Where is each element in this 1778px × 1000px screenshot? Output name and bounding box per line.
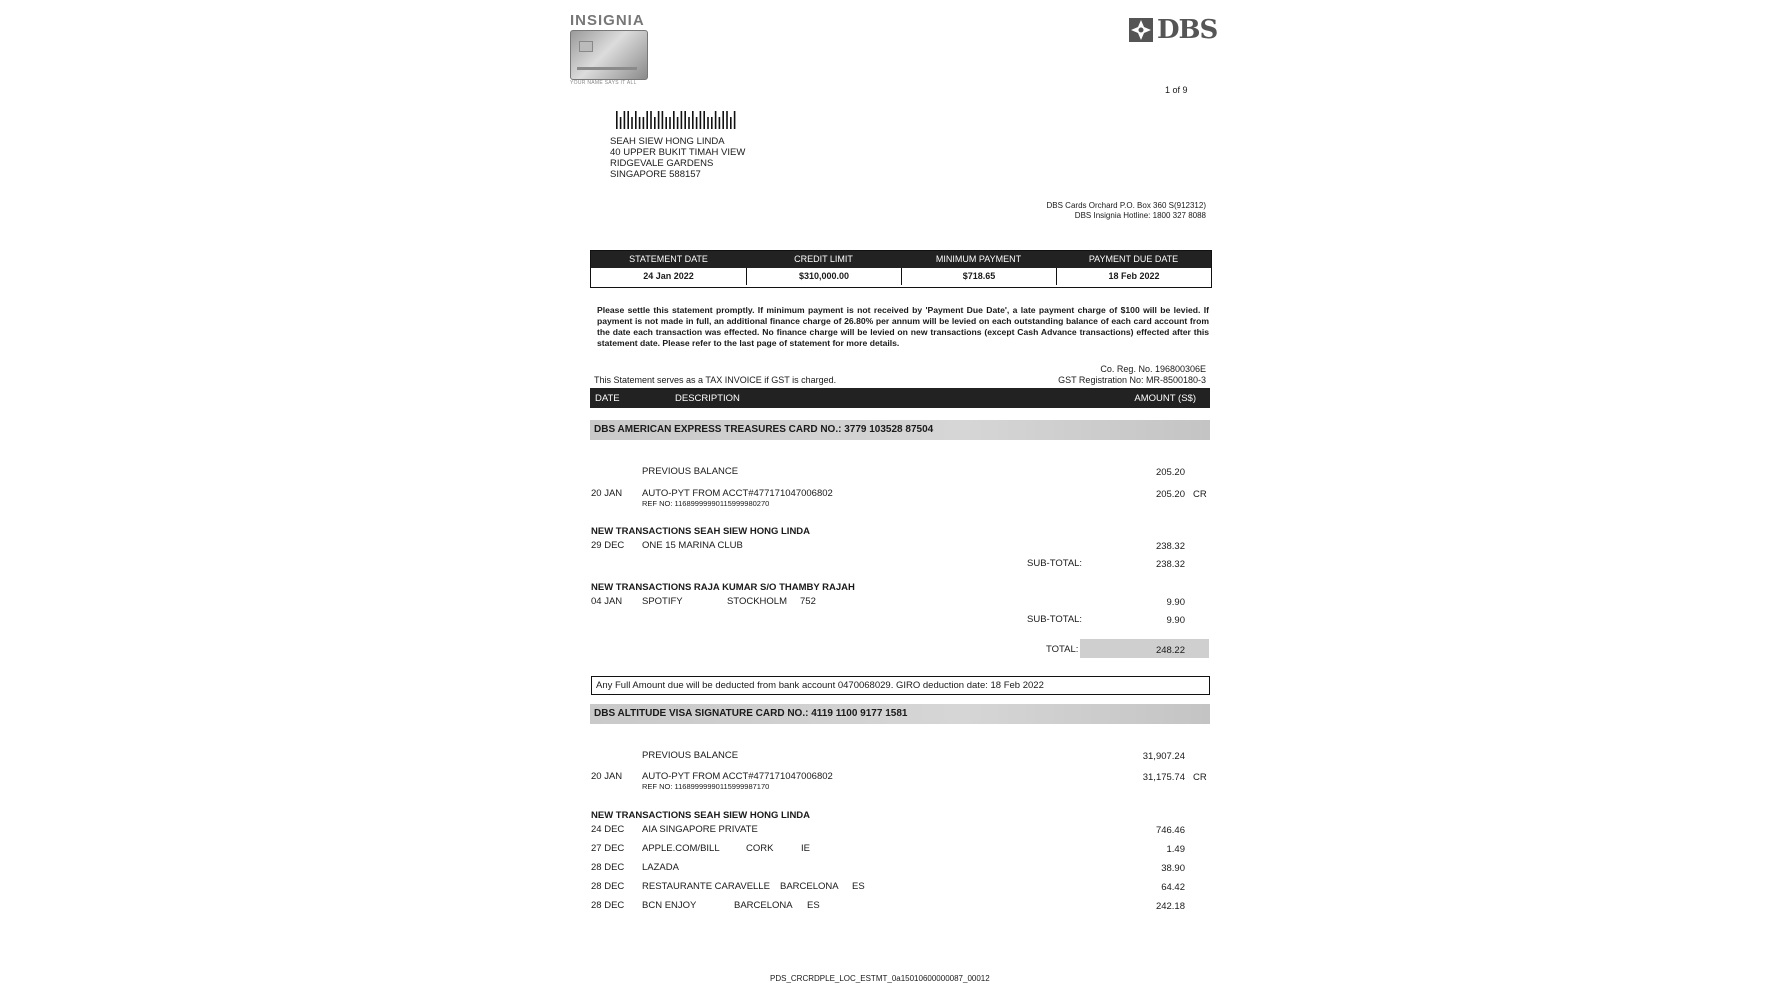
barcode-bar — [730, 117, 732, 129]
barcode-bar — [711, 117, 713, 129]
card-stripe — [577, 67, 637, 70]
giro-notice — [591, 676, 1210, 695]
card2-tx-city: BARCELONA — [734, 900, 793, 911]
insignia-wordmark: INSIGNIA — [570, 12, 645, 29]
card2-tx-desc: LAZADA — [642, 862, 679, 873]
card1-title: DBS AMERICAN EXPRESS TREASURES CARD NO.: 3779 103528 87504 — [594, 424, 934, 435]
mail-barcode — [614, 111, 740, 129]
giro-notice-text: Any Full Amount due will be deducted from bank account 0470068029. GIRO deduction date: 18 Feb 2022 — [596, 680, 1044, 691]
card2-tx-desc: AIA SINGAPORE PRIVATE — [642, 824, 758, 835]
card2-prev-balance: 31,907.24 — [1142, 751, 1185, 762]
card1-sec1-subtotal: 238.32 — [1155, 559, 1185, 570]
address-line-2: 40 UPPER BUKIT TIMAH VIEW — [610, 147, 746, 158]
barcode-bar — [677, 117, 679, 129]
card2-tx-amount: 746.46 — [1155, 825, 1185, 836]
card2-title-bar — [590, 704, 1210, 724]
barcode-bar — [665, 117, 667, 129]
card2-tx-amount: 242.18 — [1155, 901, 1185, 912]
credit-limit-value: $310,000.00 — [746, 268, 901, 285]
barcode-bar — [616, 111, 618, 129]
payment-due-label: PAYMENT DUE DATE — [1056, 251, 1211, 268]
col-description: DESCRIPTION — [675, 393, 740, 404]
dbs-star-icon — [1128, 17, 1154, 43]
card1-prev-balance-label: PREVIOUS BALANCE — [642, 466, 739, 477]
card1-tx2-date: 04 JAN — [591, 596, 623, 607]
card1-autopay-cr: CR — [1193, 489, 1207, 500]
card1-tx2-merchant: SPOTIFY — [642, 596, 683, 607]
card2-tx-country: ES — [807, 900, 820, 911]
card2-tx-date: 28 DEC — [591, 862, 625, 873]
card1-total: 248.22 — [1155, 645, 1185, 656]
footer-code: PDS_CRCRDPLE_LOC_ESTMT_0a15010600000087_00012 — [770, 974, 990, 983]
card1-total-label: TOTAL: — [1046, 644, 1079, 655]
card1-sec1-subtotal-label: SUB-TOTAL: — [1027, 558, 1083, 569]
card2-tx-city: BARCELONA — [780, 881, 839, 892]
card2-tx-amount: 64.42 — [1161, 882, 1185, 893]
card2-autopay-desc: AUTO-PYT FROM ACCT#477171047006802 — [642, 771, 833, 782]
statement-date-label: STATEMENT DATE — [591, 251, 746, 268]
card1-autopay-date: 20 JAN — [591, 488, 623, 499]
payment-due-value: 18 Feb 2022 — [1056, 268, 1211, 285]
dbs-logo-text: DBS — [1157, 15, 1218, 45]
card2-tx-amount: 1.49 — [1166, 844, 1185, 855]
statement-date-value: 24 Jan 2022 — [643, 271, 694, 281]
barcode-bar — [654, 117, 656, 129]
barcode-bar — [719, 117, 721, 129]
card2-tx-desc: APPLE.COM/BILL — [642, 843, 720, 854]
card2-tx-date: 27 DEC — [591, 843, 625, 854]
card1-tx2-code: 752 — [800, 596, 816, 607]
statement-summary — [590, 250, 1212, 288]
barcode-bar — [631, 117, 633, 129]
card2-tx-desc: RESTAURANTE CARAVELLE — [642, 881, 770, 892]
barcode-bar — [673, 111, 675, 129]
barcode-bar — [624, 111, 626, 129]
registration-info — [1058, 364, 1206, 386]
card2-tx-amount: 38.90 — [1161, 863, 1185, 874]
card1-section2-title: NEW TRANSACTIONS RAJA KUMAR S/O THAMBY RAJAH — [591, 582, 855, 593]
card2-autopay-cr: CR — [1193, 772, 1207, 783]
barcode-bar — [700, 111, 702, 129]
barcode-bar — [696, 117, 698, 129]
barcode-bar — [707, 117, 709, 129]
col-date: DATE — [595, 393, 620, 404]
card2-tx-country: ES — [852, 881, 865, 892]
card-chip-icon — [579, 41, 593, 52]
card2-tx-country: IE — [801, 843, 810, 854]
card2-tx-date: 28 DEC — [591, 900, 625, 911]
card2-title: DBS ALTITUDE VISA SIGNATURE CARD NO.: 4119 1100 9177 1581 — [594, 708, 908, 719]
minimum-payment-label: MINIMUM PAYMENT — [901, 251, 1056, 268]
card2-tx-desc: BCN ENJOY — [642, 900, 697, 911]
barcode-bar — [658, 111, 660, 129]
page-indicator: 1 of 9 — [1165, 85, 1188, 95]
card1-sec2-subtotal: 9.90 — [1166, 615, 1185, 626]
card1-tx1-desc: ONE 15 MARINA CLUB — [642, 540, 743, 551]
transactions-table-header — [590, 388, 1210, 408]
col-amount: AMOUNT (S$) — [1134, 393, 1196, 404]
card1-autopay-desc: AUTO-PYT FROM ACCT#477171047006802 — [642, 488, 833, 499]
card1-section1-title: NEW TRANSACTIONS SEAH SIEW HONG LINDA — [591, 526, 811, 537]
card1-tx1-amount: 238.32 — [1155, 541, 1185, 552]
card1-title-bar — [590, 420, 1210, 440]
bank-po-box: DBS Cards Orchard P.O. Box 360 S(912312) — [1046, 201, 1206, 210]
barcode-bar — [662, 111, 664, 129]
address-line-4: SINGAPORE 588157 — [610, 169, 701, 180]
card2-tx-date: 24 DEC — [591, 824, 625, 835]
barcode-bar — [692, 111, 694, 129]
card2-section1-title: NEW TRANSACTIONS SEAH SIEW HONG LINDA — [591, 810, 811, 821]
card1-autopay-amount: 205.20 — [1155, 489, 1185, 500]
insignia-card-image — [570, 30, 648, 80]
insignia-tagline: YOUR NAME SAYS IT ALL — [570, 80, 637, 86]
address-line-3: RIDGEVALE GARDENS — [610, 158, 714, 169]
barcode-bar — [684, 111, 686, 129]
card1-autopay-ref: REF NO: 11689999990115999980270 — [642, 499, 770, 508]
bank-hotline: DBS Insignia Hotline: 1800 327 8088 — [1074, 211, 1206, 220]
barcode-bar — [703, 111, 705, 129]
minimum-payment-value: $718.65 — [901, 268, 1056, 285]
card2-tx-city: CORK — [746, 843, 774, 854]
barcode-bar — [688, 117, 690, 129]
barcode-bar — [646, 111, 648, 129]
barcode-bar — [643, 117, 645, 129]
co-reg-number: Co. Reg. No. 196800306E — [1100, 364, 1206, 374]
credit-limit-label: CREDIT LIMIT — [746, 251, 901, 268]
barcode-bar — [627, 111, 629, 129]
dbs-logo — [1128, 15, 1217, 45]
barcode-bar — [650, 111, 652, 129]
address-line-1: SEAH SIEW HONG LINDA — [610, 136, 725, 147]
barcode-bar — [726, 111, 728, 129]
card2-autopay-date: 20 JAN — [591, 771, 623, 782]
card2-tx-date: 28 DEC — [591, 881, 625, 892]
card2-prev-balance-label: PREVIOUS BALANCE — [642, 750, 739, 761]
card2-autopay-amount: 31,175.74 — [1142, 772, 1185, 783]
card1-tx2-amount: 9.90 — [1166, 597, 1185, 608]
card1-sec2-subtotal-label: SUB-TOTAL: — [1027, 614, 1083, 625]
barcode-bar — [620, 117, 622, 129]
barcode-bar — [734, 111, 736, 129]
barcode-bar — [722, 111, 724, 129]
barcode-bar — [639, 117, 641, 129]
card1-tx1-date: 29 DEC — [591, 540, 625, 551]
barcode-bar — [681, 111, 683, 129]
barcode-bar — [669, 117, 671, 129]
card1-prev-balance: 205.20 — [1155, 467, 1185, 478]
barcode-bar — [635, 111, 637, 129]
barcode-bar — [715, 111, 717, 129]
payment-notice: Please settle this statement promptly. If minimum payment is not received by 'Payment Due Date', a late payment charge of $100 will be levied. If payment is not made in full, an additional finance charge of 26.80% per annum will be levied on each outstanding balance of each card account from the date each transaction was effected. No finance charge will be levied on new transactions (except Cash Advance transactions) effected after this statement date. Please refer to the last page of statement for more details. — [597, 305, 1209, 348]
gst-reg-number: GST Registration No: MR-8500180-3 — [1058, 375, 1206, 385]
tax-invoice-note: This Statement serves as a TAX INVOICE if GST is charged. — [594, 375, 837, 385]
card1-tx2-city: STOCKHOLM — [727, 596, 788, 607]
card2-autopay-ref: REF NO: 11689999990115999987170 — [642, 782, 770, 791]
